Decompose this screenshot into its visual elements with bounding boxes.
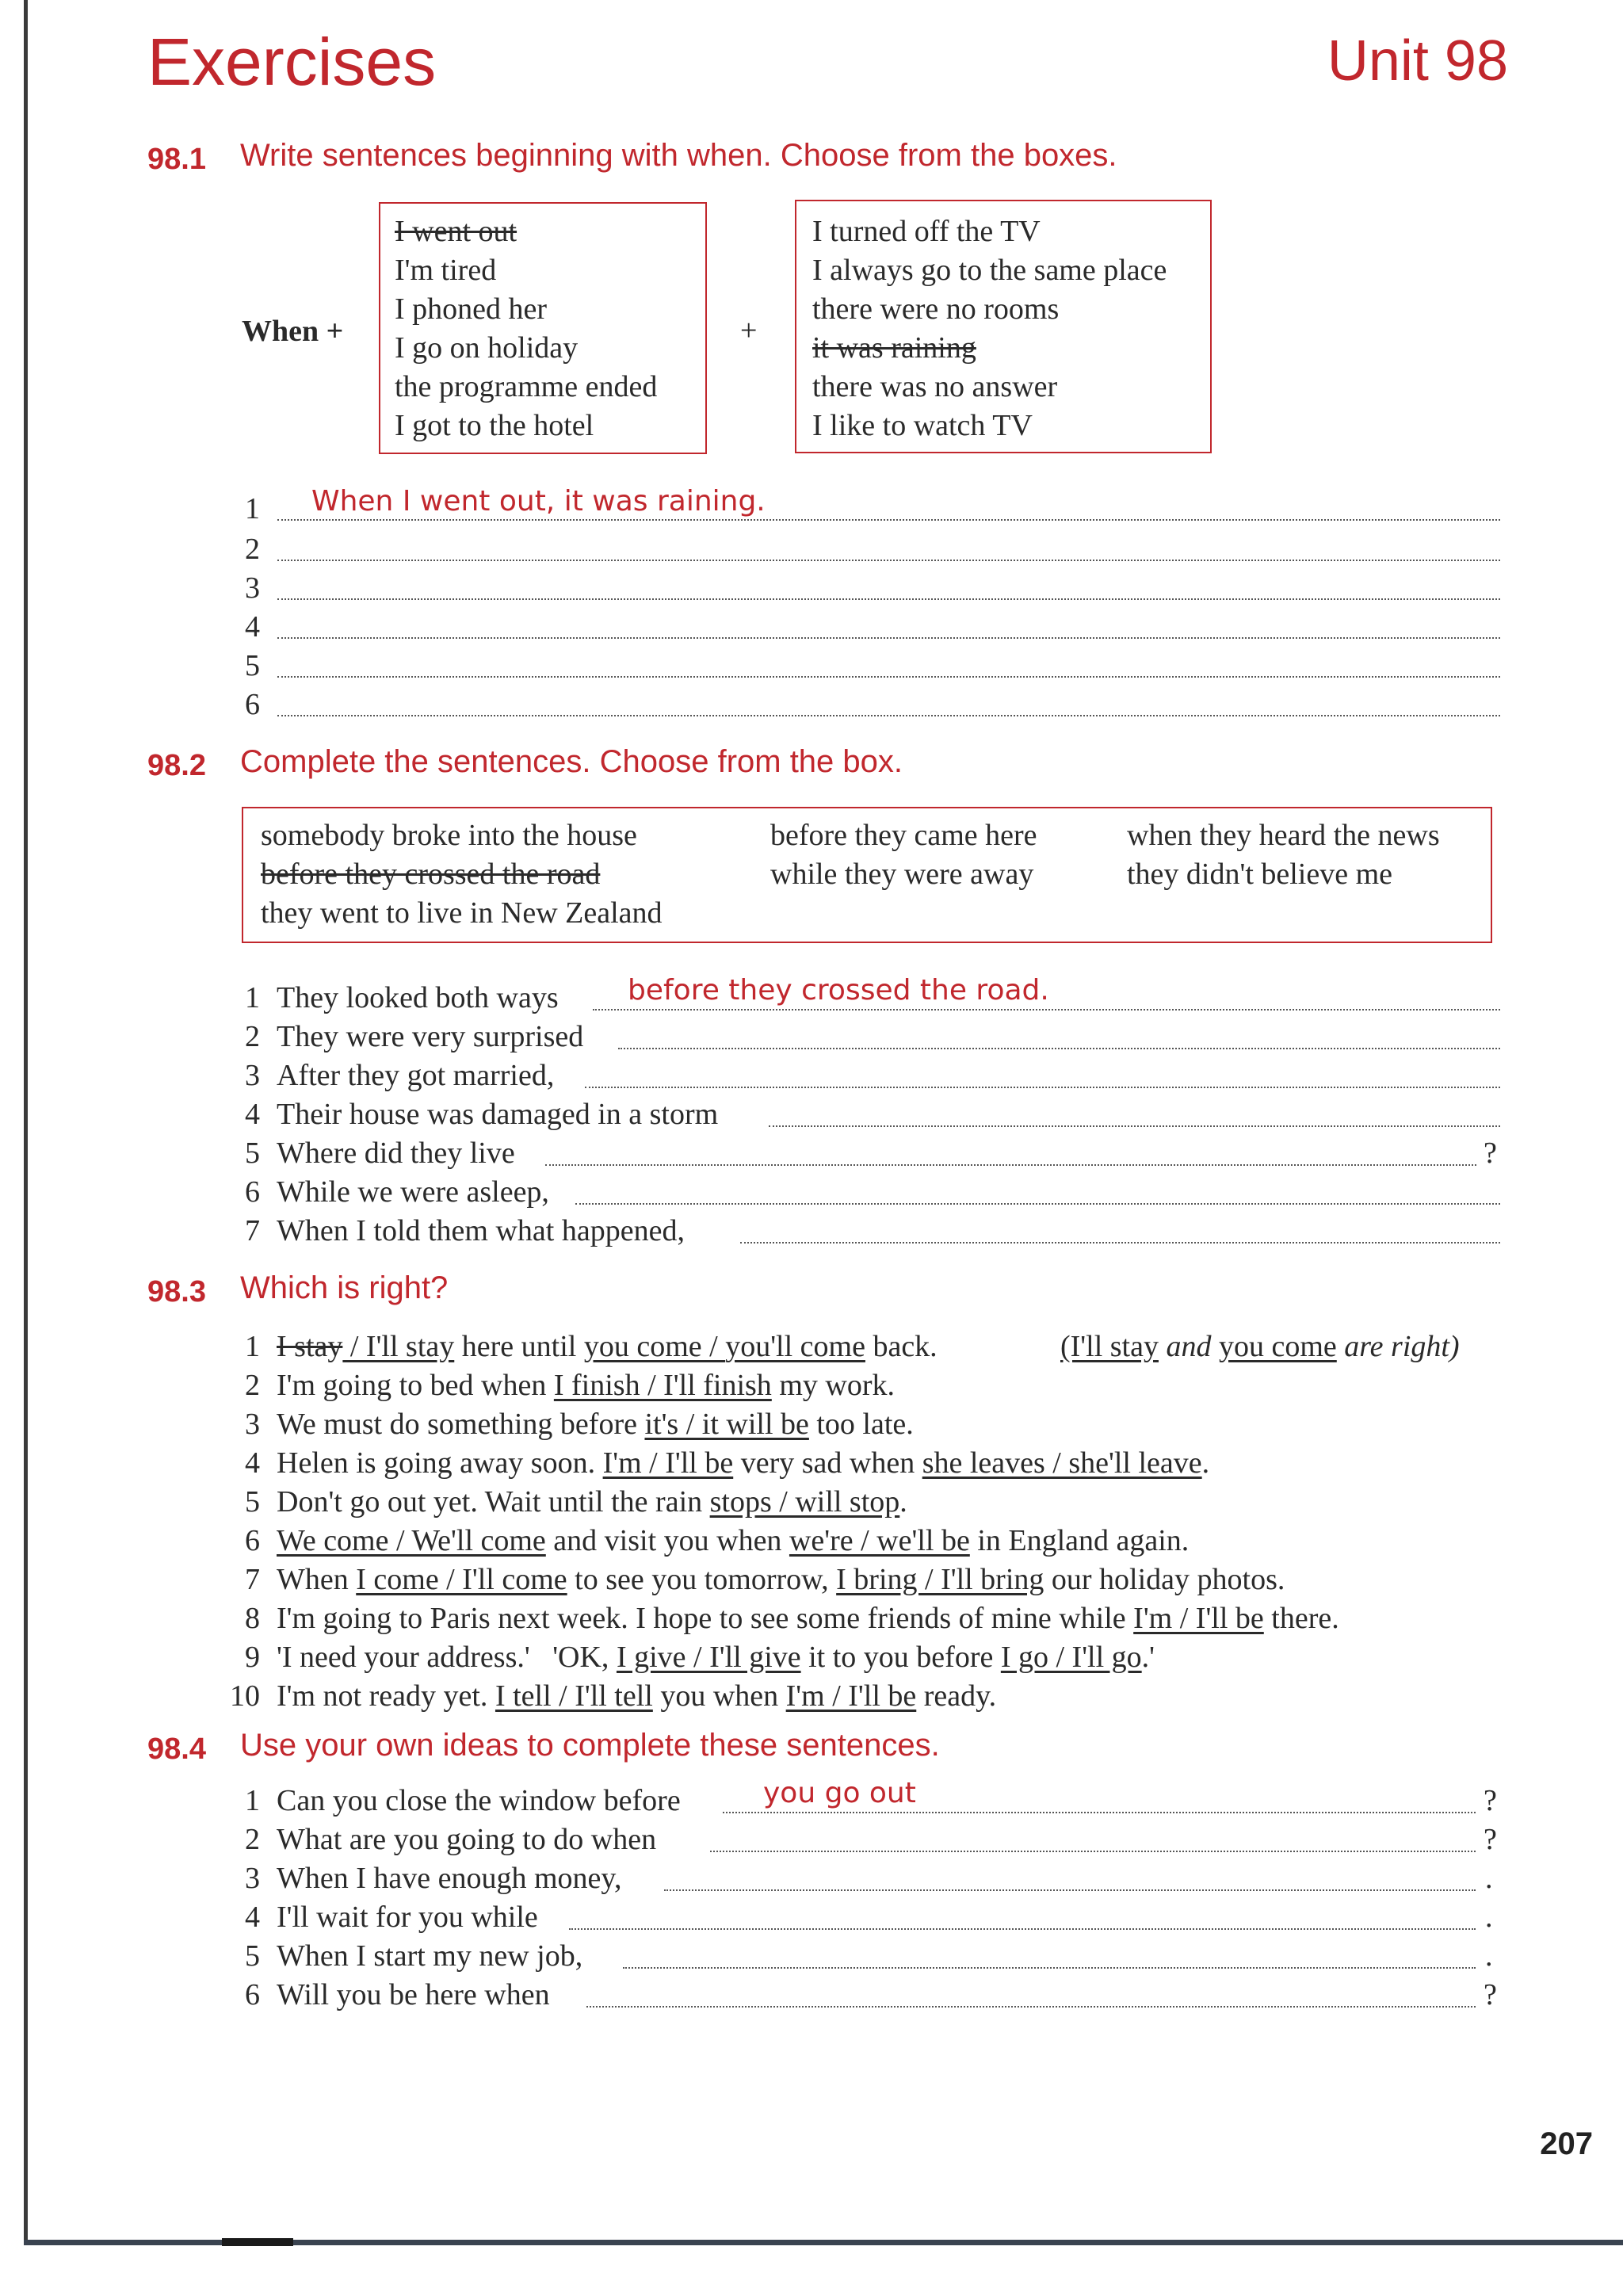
sentence-1: I stay / I'll stay here until you come / you'll come back. (277, 1330, 938, 1363)
answer-line[interactable] (277, 519, 1500, 521)
box-item: they didn't believe me (1127, 858, 1393, 891)
box-item: I went out (395, 215, 517, 248)
question-mark: ? (1484, 1978, 1497, 2011)
choice-option[interactable]: I bring / I'll bring (836, 1563, 1044, 1596)
line-number: 1 (245, 1330, 260, 1363)
line-number: 3 (245, 571, 260, 605)
sentence-4: Helen is going away soon. I'm / I'll be very sad when she leaves / she'll leave. (277, 1446, 1210, 1480)
example-answer: When I went out, it was raining. (311, 485, 766, 518)
question-mark: ? (1484, 1823, 1497, 1856)
exercise-instruction: Write sentences beginning with when. Choose from the boxes. (240, 138, 1117, 173)
answer-line[interactable] (277, 560, 1500, 561)
choice-option[interactable]: stops / will stop (709, 1485, 900, 1519)
sentence-text: When I told them what happened, (277, 1214, 685, 1247)
line-number: 6 (245, 1978, 260, 2011)
box-item: I phoned her (395, 292, 548, 326)
answer-line[interactable] (585, 1087, 1500, 1088)
sentence-9: 'I need your address.' 'OK, I give / I'll give it to you before I go / I'll go.' (277, 1641, 1155, 1674)
sentence-text: Will you be here when (277, 1978, 550, 2011)
page-title: Exercises (147, 25, 437, 99)
line-number: 1 (245, 492, 260, 525)
box-item: when they heard the news (1127, 819, 1440, 852)
box-item: they went to live in New Zealand (261, 896, 663, 930)
line-number: 4 (245, 1446, 260, 1480)
line-number: 2 (245, 1823, 260, 1856)
answer-line[interactable] (545, 1164, 1476, 1166)
full-stop: . (1485, 1862, 1493, 1895)
box-item: I got to the hotel (395, 409, 594, 442)
left-margin-rule (24, 0, 28, 2243)
answer-line[interactable] (575, 1203, 1500, 1205)
phrase-box (242, 807, 1492, 943)
box-item: it was raining (812, 331, 976, 365)
sentence-text: Their house was damaged in a storm (277, 1098, 719, 1131)
full-stop: . (1485, 1939, 1493, 1973)
answer-line[interactable] (710, 1851, 1476, 1852)
choice-option[interactable]: she leaves / she'll leave (922, 1446, 1202, 1480)
sentence-2: I'm going to bed when I finish / I'll finish my work. (277, 1369, 895, 1402)
answer-line[interactable] (593, 1009, 1500, 1010)
answer-line[interactable] (277, 637, 1500, 639)
sentence-text: They looked both ways (277, 981, 559, 1014)
sentence-3: We must do something before it's / it will be too late. (277, 1408, 914, 1441)
exercise-number: 98.1 (147, 143, 206, 176)
line-number: 5 (245, 1939, 260, 1973)
line-number: 5 (245, 1485, 260, 1519)
question-mark: ? (1484, 1784, 1497, 1817)
box-item: before they came here (770, 819, 1037, 852)
answer-line[interactable] (277, 598, 1500, 600)
choice-option[interactable]: I tell / I'll tell (495, 1679, 653, 1713)
full-stop: . (1485, 1901, 1493, 1934)
line-number: 3 (245, 1059, 260, 1092)
line-number: 6 (245, 688, 260, 721)
answer-note: (I'll stay and you come are right) (1060, 1330, 1460, 1363)
choice-option[interactable]: I give / I'll give (616, 1641, 801, 1674)
box-item: somebody broke into the house (261, 819, 637, 852)
sentence-10: I'm not ready yet. I tell / I'll tell you when I'm / I'll be ready. (277, 1679, 997, 1713)
line-number: 6 (245, 1175, 260, 1209)
exercise-instruction: Use your own ideas to complete these sentences. (240, 1728, 940, 1763)
line-number: 2 (245, 1020, 260, 1053)
question-mark: ? (1484, 1137, 1497, 1170)
line-number: 5 (245, 1137, 260, 1170)
plus-sign: + (740, 314, 758, 347)
answer-line[interactable] (277, 676, 1500, 678)
choice-option[interactable]: We come / We'll come (277, 1524, 546, 1557)
exercise-number: 98.2 (147, 749, 206, 782)
example-answer: you go out (763, 1777, 916, 1809)
sentence-text: After they got married, (277, 1059, 555, 1092)
answer-line[interactable] (769, 1125, 1500, 1127)
page-number: 207 (1540, 2126, 1593, 2161)
line-number: 4 (245, 610, 260, 644)
exercise-number: 98.3 (147, 1275, 206, 1308)
choice-option[interactable]: I go / I'll go (1000, 1641, 1142, 1674)
line-number: 3 (245, 1408, 260, 1441)
box-item: I always go to the same place (812, 254, 1167, 287)
exercise-instruction: Which is right? (240, 1270, 449, 1305)
sentence-7: When I come / I'll come to see you tomorrow, I bring / I'll bring our holiday photos. (277, 1563, 1285, 1596)
box-item: I like to watch TV (812, 409, 1033, 442)
exercise-instruction: Complete the sentences. Choose from the box. (240, 744, 903, 779)
line-number: 1 (245, 1784, 260, 1817)
line-number: 10 (230, 1679, 260, 1713)
choice-option[interactable]: I'm / I'll be (785, 1679, 917, 1713)
sentence-text: I'll wait for you while (277, 1901, 538, 1934)
sentence-text: When I start my new job, (277, 1939, 583, 1973)
answer-line[interactable] (586, 2006, 1476, 2008)
line-number: 3 (245, 1862, 260, 1895)
box-item: I turned off the TV (812, 215, 1041, 248)
box-item: while they were away (770, 858, 1034, 891)
box-item: there was no answer (812, 370, 1058, 403)
sentence-text: Where did they live (277, 1137, 515, 1170)
sentence-6: We come / We'll come and visit you when we're / we'll be in England again. (277, 1524, 1190, 1557)
choice-option[interactable]: I'm / I'll be (602, 1446, 734, 1480)
choice-option[interactable]: it's / it will be (644, 1408, 809, 1441)
sentence-text: Can you close the window before (277, 1784, 681, 1817)
line-number: 2 (245, 533, 260, 566)
clause-box-b (795, 200, 1212, 453)
line-number: 6 (245, 1524, 260, 1557)
choice-option[interactable]: I come / I'll come (356, 1563, 567, 1596)
clause-box-a (379, 202, 707, 454)
answer-line[interactable] (277, 715, 1500, 716)
answer-line[interactable] (723, 1812, 1476, 1813)
line-number: 1 (245, 981, 260, 1014)
box-item: there were no rooms (812, 292, 1060, 326)
bottom-rule-mark (222, 2238, 293, 2246)
when-label: When + (242, 315, 344, 348)
sentence-text: While we were asleep, (277, 1175, 549, 1209)
answer-line[interactable] (664, 1889, 1476, 1891)
line-number: 9 (245, 1641, 260, 1674)
example-answer: before they crossed the road. (628, 974, 1049, 1007)
line-number: 4 (245, 1098, 260, 1131)
box-item: I go on holiday (395, 331, 579, 365)
choice-option[interactable]: I'm / I'll be (1133, 1602, 1264, 1635)
line-number: 7 (245, 1563, 260, 1596)
unit-label: Unit 98 (1327, 29, 1508, 93)
box-item: I'm tired (395, 254, 497, 287)
box-item: before they crossed the road (261, 858, 601, 891)
sentence-text: They were very surprised (277, 1020, 584, 1053)
line-number: 8 (245, 1602, 260, 1635)
line-number: 5 (245, 649, 260, 682)
line-number: 7 (245, 1214, 260, 1247)
answer-line[interactable] (740, 1242, 1500, 1244)
answer-line[interactable] (569, 1928, 1476, 1930)
choice-option[interactable]: I finish / I'll finish (553, 1369, 772, 1402)
answer-line[interactable] (618, 1048, 1500, 1049)
line-number: 4 (245, 1901, 260, 1934)
sentence-8: I'm going to Paris next week. I hope to see some friends of mine while I'm / I'll be there. (277, 1602, 1339, 1635)
answer-line[interactable] (623, 1967, 1476, 1969)
box-item: the programme ended (395, 370, 658, 403)
line-number: 2 (245, 1369, 260, 1402)
sentence-5: Don't go out yet. Wait until the rain stops / will stop. (277, 1485, 907, 1519)
choice-option[interactable]: we're / we'll be (789, 1524, 970, 1557)
sentence-text: What are you going to do when (277, 1823, 657, 1856)
exercise-number: 98.4 (147, 1733, 206, 1766)
sentence-text: When I have enough money, (277, 1862, 622, 1895)
